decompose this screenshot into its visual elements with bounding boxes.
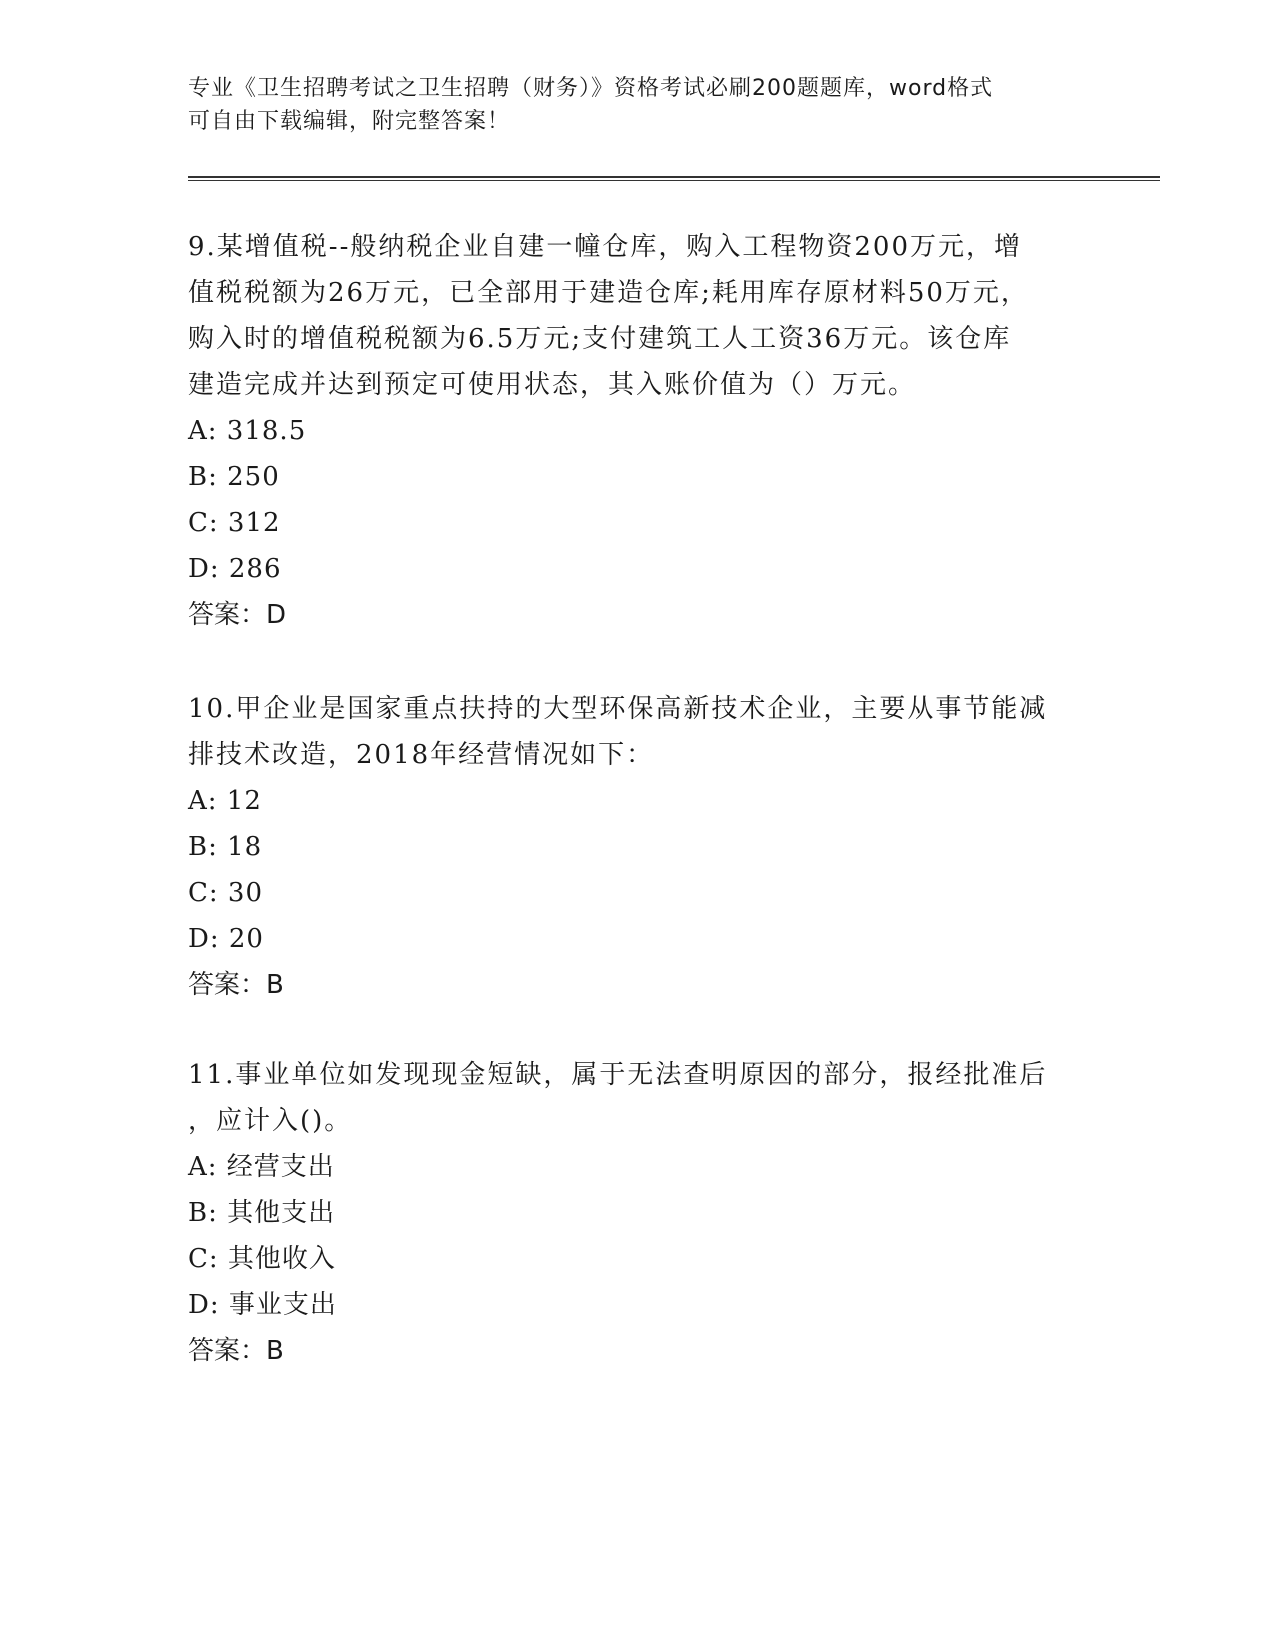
answer: 答案：D xyxy=(188,600,287,630)
option-d: D: 20 xyxy=(188,924,264,954)
option-b: B: 250 xyxy=(188,462,280,492)
document-header xyxy=(188,72,1088,138)
question-text xyxy=(188,224,1088,408)
question-line: 购入时的增值税税额为6.5万元;支付建筑工人工资36万元。该仓库 xyxy=(188,324,1012,354)
option-d: D: 286 xyxy=(188,554,282,584)
answer: 答案：B xyxy=(188,970,284,1000)
question-line: 11.事业单位如发现现金短缺，属于无法查明原因的部分，报经批准后 xyxy=(188,1060,1048,1090)
option-b: B: 18 xyxy=(188,832,263,862)
header-divider xyxy=(188,176,1160,181)
option-c: C: 312 xyxy=(188,508,281,538)
option-c: C: 其他收入 xyxy=(188,1244,336,1274)
question-line: 值税税额为26万元，已全部用于建造仓库;耗用库存原材料50万元， xyxy=(188,278,1029,308)
option-a: A: 318.5 xyxy=(188,416,307,446)
header-line-1: 专业《卫生招聘考试之卫生招聘（财务）》资格考试必刷200题题库，word格式 xyxy=(188,76,994,101)
question-line: 10.甲企业是国家重点扶持的大型环保高新技术企业，主要从事节能减 xyxy=(188,694,1048,724)
question-9 xyxy=(188,224,1088,638)
question-line: 9.某增值税--般纳税企业自建一幢仓库，购入工程物资200万元，增 xyxy=(188,232,1023,262)
option-a: A: 经营支出 xyxy=(188,1152,335,1182)
header-line-2: 可自由下载编辑，附完整答案！ xyxy=(188,109,511,134)
question-line: 建造完成并达到预定可使用状态，其入账价值为（）万元。 xyxy=(188,370,917,400)
option-c: C: 30 xyxy=(188,878,264,908)
option-b: B: 其他支出 xyxy=(188,1198,336,1228)
question-10 xyxy=(188,686,1088,1008)
answer: 答案：B xyxy=(188,1336,284,1366)
question-11 xyxy=(188,1052,1088,1374)
option-d: D: 事业支出 xyxy=(188,1290,337,1320)
option-a: A: 12 xyxy=(188,786,262,816)
question-line: ，应计入()。 xyxy=(188,1106,353,1136)
question-line: 排技术改造，2018年经营情况如下： xyxy=(188,740,655,770)
question-text xyxy=(188,1052,1088,1144)
question-text xyxy=(188,686,1088,778)
